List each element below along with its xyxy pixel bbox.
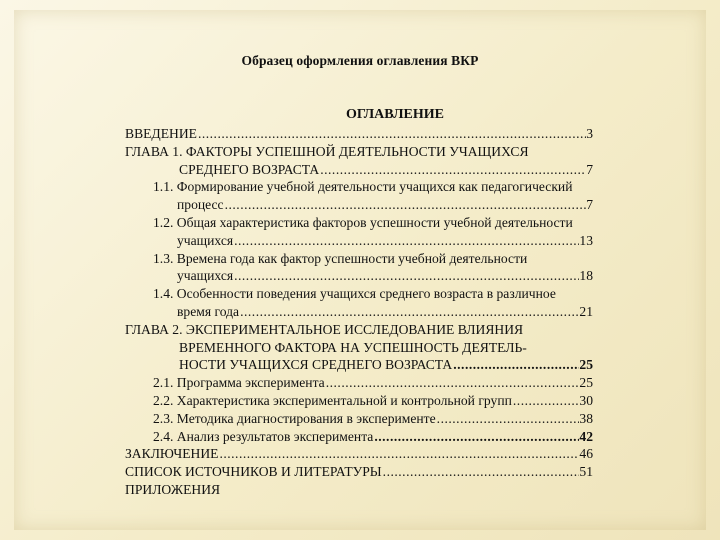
toc-entry-chapter2-cont1	[125, 339, 593, 357]
leader-dots	[452, 356, 579, 374]
toc-entry-chapter2	[125, 321, 593, 339]
toc-entry-section-2-4	[125, 428, 593, 446]
toc-entry-chapter1	[125, 143, 593, 161]
toc-entry-chapter1-cont	[125, 161, 593, 179]
toc-entry-page: 25	[579, 357, 593, 373]
toc-entry-page: 30	[579, 392, 593, 408]
toc-entry-title: СРЕДНЕГО ВОЗРАСТА	[179, 161, 320, 177]
toc-heading: ОГЛАВЛЕНИЕ	[346, 107, 444, 122]
toc-entry-page: 13	[579, 232, 593, 248]
leader-dots	[197, 125, 586, 143]
toc-entry-title: процесс	[177, 197, 224, 213]
toc-entry-title: 1.4. Особенности поведения учащихся среднего возраста в различное	[153, 286, 556, 302]
toc-entry-title: ПРИЛОЖЕНИЯ	[125, 481, 221, 497]
leader-dots	[239, 303, 579, 321]
toc-entry-section-2-2	[125, 392, 593, 410]
toc-entry-page: 38	[579, 410, 593, 426]
toc-entry-title: 2.2. Характеристика экспериментальной и контрольной групп	[153, 392, 512, 408]
leader-dots	[233, 232, 579, 250]
toc-entry-intro	[125, 125, 593, 143]
toc-entry-section-1-4-cont	[125, 303, 593, 321]
toc-entry-sources	[125, 463, 593, 481]
toc-entry-page: 46	[579, 446, 593, 462]
table-of-contents	[125, 125, 593, 499]
toc-entry-title: 1.2. Общая характеристика факторов успешности учебной деятельности	[153, 214, 573, 230]
toc-entry-title: ЗАКЛЮЧЕНИЕ	[125, 446, 219, 462]
toc-entry-title: учащихся	[177, 268, 234, 284]
leader-dots	[436, 410, 580, 428]
leader-dots	[382, 463, 580, 481]
toc-entry-page: 7	[586, 197, 593, 213]
toc-entry-page: 21	[579, 303, 593, 319]
toc-entry-title: 2.4. Анализ результатов эксперимента	[153, 428, 374, 444]
toc-entry-page: 42	[579, 428, 593, 444]
page-title: Образец оформления оглавления ВКР	[241, 53, 479, 68]
leader-dots	[233, 267, 579, 285]
leader-dots	[373, 428, 579, 446]
toc-entry-section-1-1	[125, 178, 593, 196]
toc-entry-title: 1.3. Времена года как фактор успешности учебной деятельности	[153, 250, 528, 266]
toc-entry-section-2-3	[125, 410, 593, 428]
leader-dots	[218, 445, 579, 463]
toc-entry-appendix	[125, 481, 593, 499]
toc-entry-conclusion	[125, 445, 593, 463]
leader-dots	[512, 392, 580, 410]
toc-entry-title: ВРЕМЕННОГО ФАКТОРА НА УСПЕШНОСТЬ ДЕЯТЕЛЬ-	[179, 339, 527, 355]
toc-entry-title: время года	[177, 303, 240, 319]
toc-entry-section-1-3	[125, 250, 593, 268]
toc-entry-section-1-2-cont	[125, 232, 593, 250]
toc-entry-title: ГЛАВА 2. ЭКСПЕРИМЕНТАЛЬНОЕ ИССЛЕДОВАНИЕ ВЛИЯНИЯ	[125, 321, 524, 337]
toc-entry-chapter2-cont2	[125, 356, 593, 374]
leader-dots	[325, 374, 580, 392]
toc-entry-page: 7	[586, 161, 593, 177]
toc-entry-title: 2.3. Методика диагностирования в эксперименте	[153, 410, 436, 426]
toc-entry-title: НОСТИ УЧАЩИХСЯ СРЕДНЕГО ВОЗРАСТА	[179, 357, 453, 373]
toc-entry-page: 51	[579, 464, 593, 480]
toc-entry-section-1-4	[125, 285, 593, 303]
toc-entry-page: 3	[586, 126, 593, 141]
toc-entry-page: 25	[579, 375, 593, 391]
leader-dots	[319, 161, 586, 179]
toc-entry-title: ГЛАВА 1. ФАКТОРЫ УСПЕШНОЙ ДЕЯТЕЛЬНОСТИ УЧАЩИХСЯ	[125, 143, 529, 159]
toc-entry-page: 18	[579, 268, 593, 284]
toc-entry-title: СПИСОК ИСТОЧНИКОВ И ЛИТЕРАТУРЫ	[125, 464, 382, 480]
toc-entry-section-2-1	[125, 374, 593, 392]
toc-entry-section-1-1-cont	[125, 196, 593, 214]
toc-entry-title: 2.1. Программа эксперимента	[153, 375, 325, 391]
toc-entry-title: 1.1. Формирование учебной деятельности учащихся как педагогический	[153, 179, 573, 195]
leader-dots	[224, 196, 587, 214]
toc-entry-title: учащихся	[177, 232, 234, 248]
toc-entry-title: ВВЕДЕНИЕ	[125, 126, 197, 141]
toc-entry-section-1-2	[125, 214, 593, 232]
toc-entry-section-1-3-cont	[125, 267, 593, 285]
